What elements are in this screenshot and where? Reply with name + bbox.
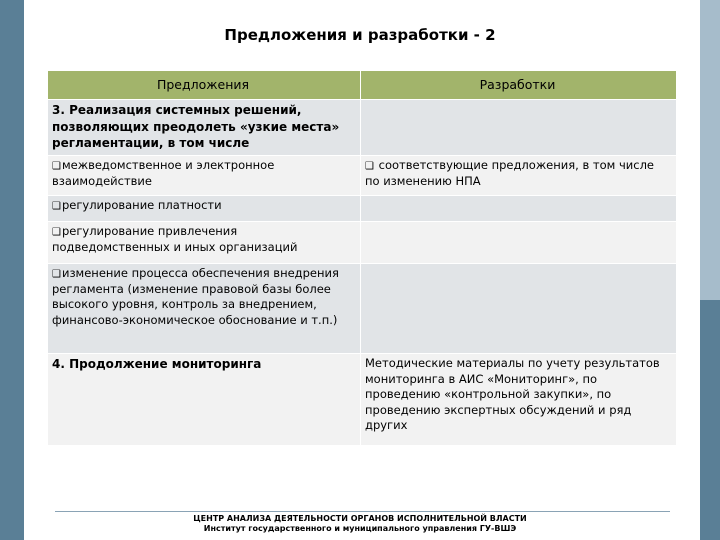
right-decorative-bar-light [700, 0, 720, 300]
row-section-4-left: 4. Продолжение мониторинга [48, 354, 361, 446]
row-interaction-right: ❑ соответствующие предложения, в том числе по изменению НПА [361, 156, 677, 196]
footer-line-1: ЦЕНТР АНАЛИЗА ДЕЯТЕЛЬНОСТИ ОРГАНОВ ИСПОЛНИТЕЛЬНОЙ ВЛАСТИ [193, 514, 527, 523]
table-row [48, 196, 677, 222]
row-section-4-right: Методические материалы по учету результатов мониторинга в АИС «Мониторинг», по проведению «контрольной закупки», по проведению экспертных обсуждений и ряд других [361, 354, 677, 446]
footer [150, 514, 570, 535]
footer-line-2: Институт государственного и муниципального управления ГУ-ВШЭ [203, 524, 517, 534]
row-fees-left: ❑регулирование платности [48, 196, 361, 222]
slide-title: Предложения и разработки - 2 [224, 26, 496, 44]
checkbox-bullet-icon: ❑ [52, 269, 61, 280]
row-organizations-left: ❑регулирование привлечения подведомственных и иных организаций [48, 222, 361, 264]
checkbox-bullet-icon: ❑ [52, 161, 61, 172]
row-organizations-right [361, 222, 677, 264]
row-process-left: ❑изменение процесса обеспечения внедрения регламента (изменение правовой базы более высокого уровня, контроль за внедрением, финансово-экономическое обоснование и т.п.) [48, 264, 361, 354]
row-section-3-left: 3. Реализация системных решений, позволяющих преодолеть «узкие места» регламентации, в том числе [48, 100, 361, 156]
table-row [48, 264, 677, 354]
checkbox-bullet-icon: ❑ [365, 161, 374, 172]
table-row [48, 100, 677, 156]
left-decorative-bar [0, 0, 24, 540]
header-proposals: Предложения [48, 71, 361, 100]
row-section-3-right [361, 100, 677, 156]
header-developments: Разработки [361, 71, 677, 100]
footer-divider [55, 511, 670, 512]
row-process-right [361, 264, 677, 354]
table-header-row [48, 71, 677, 100]
checkbox-bullet-icon: ❑ [52, 227, 61, 238]
table-row [48, 354, 677, 446]
right-decorative-bar-dark [700, 300, 720, 540]
proposals-table [47, 70, 677, 446]
table-row [48, 222, 677, 264]
row-fees-right [361, 196, 677, 222]
checkbox-bullet-icon: ❑ [52, 201, 61, 212]
row-interaction-left: ❑межведомственное и электронное взаимодействие [48, 156, 361, 196]
table-row [48, 156, 677, 196]
